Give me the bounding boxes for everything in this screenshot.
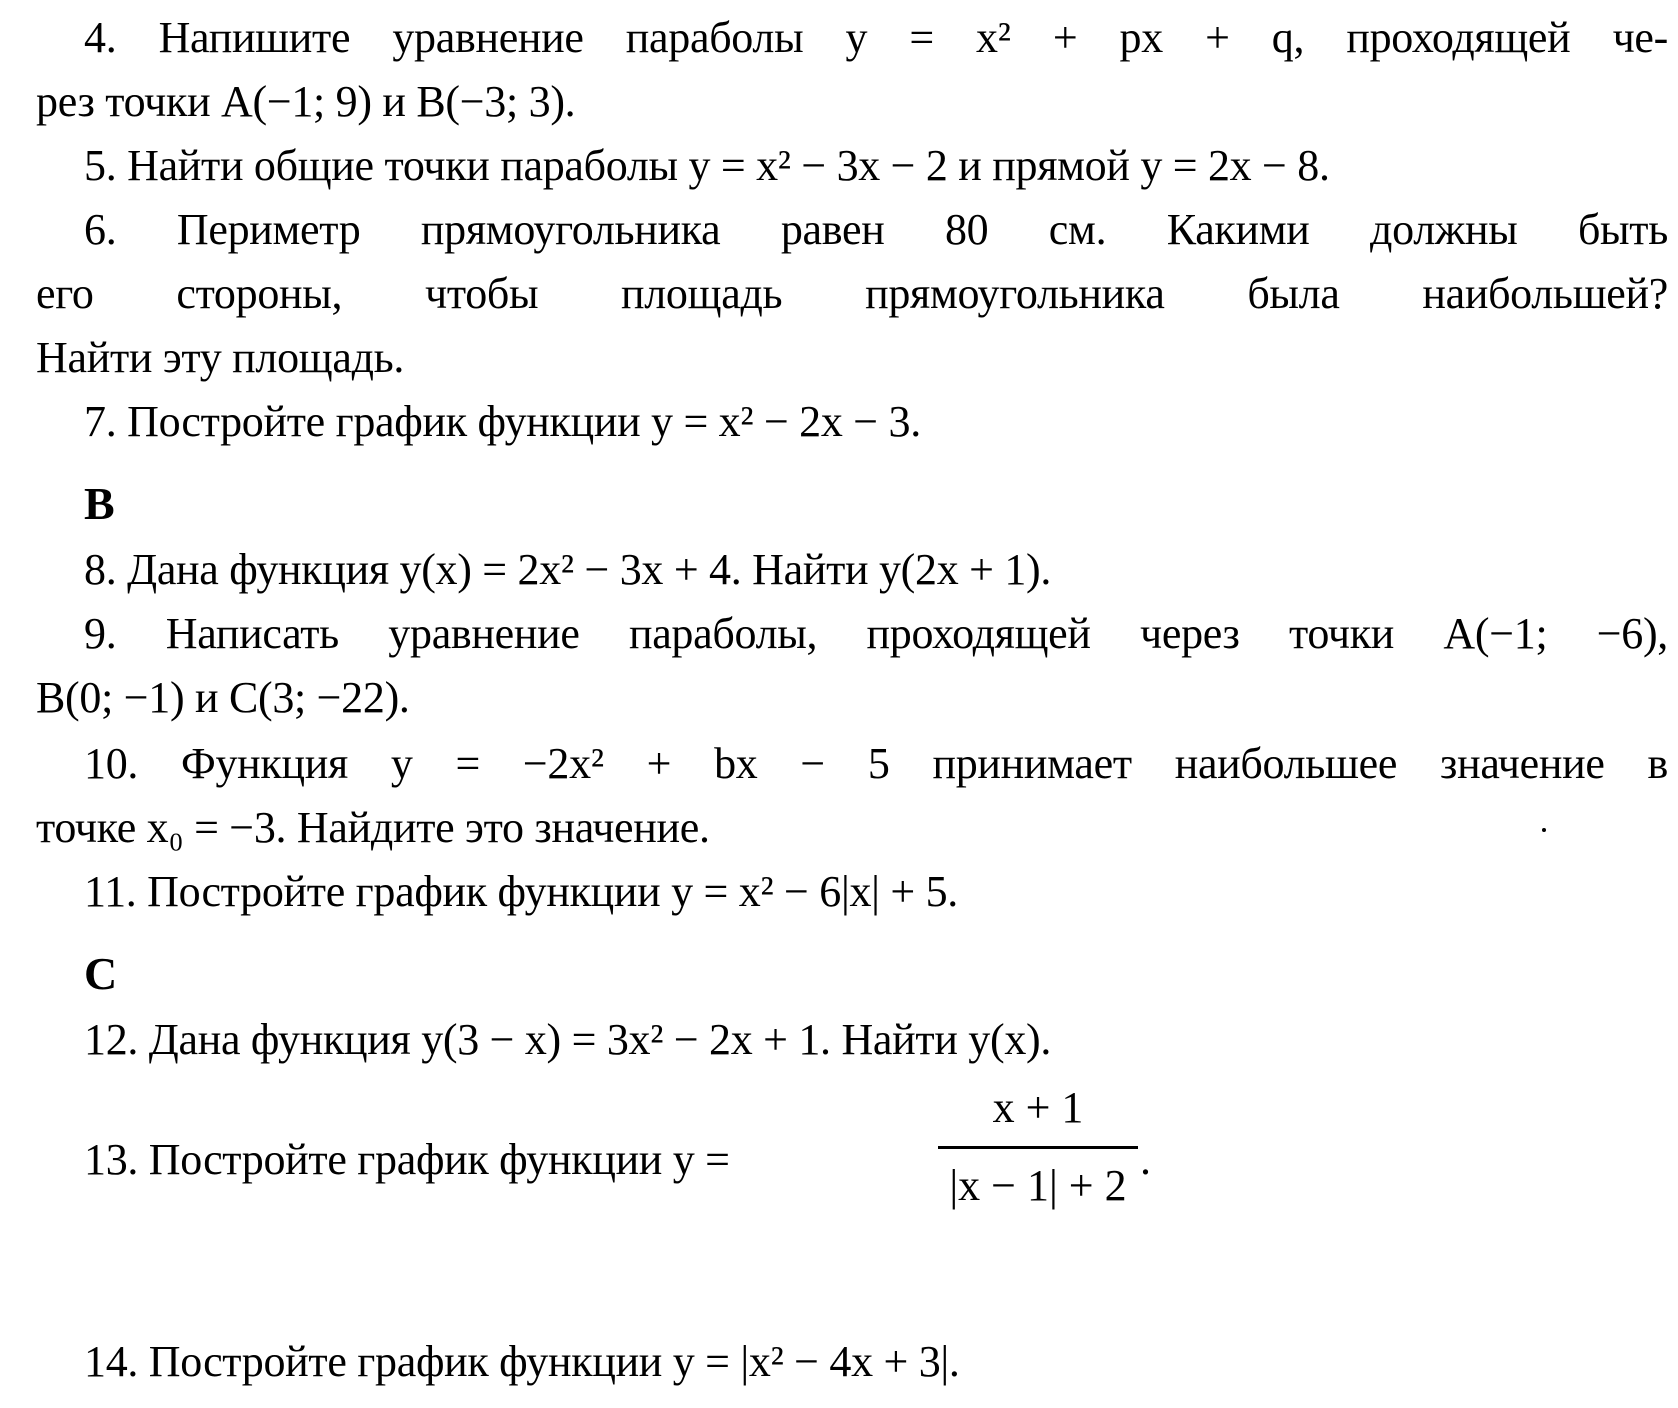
problem-7: 7. Постройте график функции y = x² − 2x − 3.: [84, 397, 921, 446]
problem-6-line-1: 6. Периметр прямоугольника равен 80 см. Какими должны быть: [84, 205, 1668, 254]
problem-4-line-2: рез точки A(−1; 9) и B(−3; 3).: [36, 77, 576, 126]
section-heading-c: C: [84, 948, 118, 999]
stray-dot-mark: [1542, 828, 1546, 832]
problem-4-line-1: 4. Напишите уравнение параболы y = x² + px + q, проходящей че-: [84, 13, 1668, 62]
problem-10-line-2: точке x₀ = −3. Найдите это значение.: [36, 803, 710, 852]
fraction-denominator: |x − 1| + 2: [949, 1161, 1127, 1210]
problem-10-line-1: 10. Функция y = −2x² + bx − 5 принимает наибольшее значение в: [84, 739, 1668, 788]
problem-12: 12. Дана функция y(3 − x) = 3x² − 2x + 1. Найти y(x).: [84, 1015, 1052, 1064]
problem-6-line-2: его стороны, чтобы площадь прямоугольника была наибольшей?: [36, 269, 1668, 318]
problem-6-line-3: Найти эту площадь.: [36, 333, 405, 382]
problem-13-fraction: [938, 1080, 1138, 1260]
problem-13-prefix: 13. Постройте график функции y =: [84, 1135, 730, 1184]
fraction-bar: [938, 1146, 1138, 1149]
problem-14: 14. Постройте график функции y = |x² − 4x + 3|.: [84, 1337, 960, 1386]
fraction-numerator: x + 1: [992, 1083, 1084, 1132]
problem-13-suffix: .: [1140, 1135, 1151, 1184]
problem-9-line-2: B(0; −1) и C(3; −22).: [36, 673, 410, 722]
problem-5: 5. Найти общие точки параболы y = x² − 3x − 2 и прямой y = 2x − 8.: [84, 141, 1330, 190]
problem-8: 8. Дана функция y(x) = 2x² − 3x + 4. Найти y(2x + 1).: [84, 545, 1052, 594]
problem-11: 11. Постройте график функции y = x² − 6|x| + 5.: [84, 867, 958, 916]
section-heading-b: B: [84, 478, 115, 529]
problem-9-line-1: 9. Написать уравнение параболы, проходящей через точки A(−1; −6),: [84, 609, 1668, 658]
